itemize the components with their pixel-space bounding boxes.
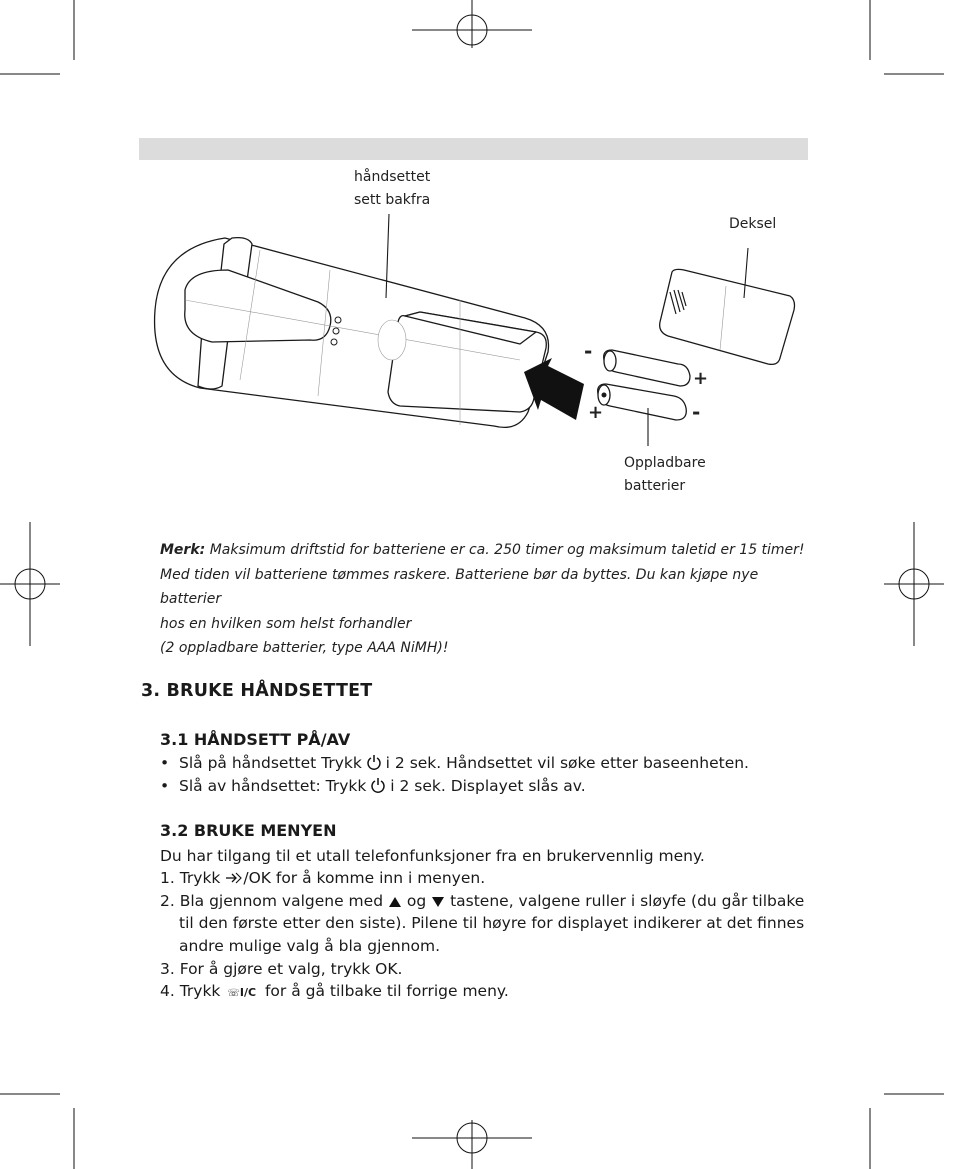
label-batteries: Oppladbare batterier bbox=[624, 455, 706, 494]
label-handset: håndsettet sett bakfra bbox=[354, 169, 431, 208]
subsection-title-3-1: 3.1 HÅNDSETT PÅ/AV bbox=[160, 730, 351, 749]
menu-step-3: 3. For å gjøre et valg, trykk OK. bbox=[160, 960, 403, 978]
note-prefix: Merk: bbox=[160, 542, 206, 558]
menu-intro: Du har tilgang til et utall telefonfunksjoner fra en brukervennlig meny. bbox=[160, 847, 705, 865]
bullet-power-on: • Slå på håndsettet Trykk i 2 sek. Håndsettet vil søke etter baseenheten. bbox=[160, 754, 749, 772]
section-title: 3. BRUKE HÅNDSETTET bbox=[141, 681, 373, 701]
note-block: Merk: Maksimum driftstid for batteriene er ca. 250 timer og maksimum taletid er 15 timer! Med tiden vil batteriene tømmes raskere. Batteriene bør da byttes. Du kan kjøpe nye batterier hos en hvilken som helst forhandler (2 oppladbare batterier, type AAA NiMH)! bbox=[160, 542, 805, 656]
menu-step-2-cont-2: andre mulige valg å bla gjennom. bbox=[179, 937, 441, 955]
battery-1 bbox=[604, 350, 690, 386]
label-cover: Deksel bbox=[729, 216, 777, 232]
ic-key-icon: ☏I/C bbox=[227, 986, 257, 999]
bullet-power-off: • Slå av håndsettet: Trykk i 2 sek. Displayet slås av. bbox=[160, 777, 586, 795]
polarity-minus-2: - bbox=[692, 400, 701, 424]
menu-step-1: 1. Trykk /OK for å komme inn i menyen. bbox=[160, 869, 486, 887]
down-arrow-icon bbox=[431, 896, 445, 908]
menu-key-icon bbox=[225, 871, 243, 885]
polarity-plus-2: + bbox=[588, 402, 604, 423]
cover bbox=[660, 269, 795, 364]
up-arrow-icon bbox=[388, 896, 402, 908]
menu-step-4: 4. Trykk ☏I/C for å gå tilbake til forrige meny. bbox=[160, 982, 509, 1000]
polarity-minus-1: - bbox=[584, 339, 593, 363]
polarity-plus-1: + bbox=[693, 368, 709, 389]
menu-step-2-cont-1: til den første etter den siste). Pilene til høyre for displayet indikerer at det finnes bbox=[179, 914, 805, 932]
menu-step-2: 2. Bla gjennom valgene med og tastene, valgene ruller i sløyfe (du går tilbake bbox=[160, 892, 805, 910]
power-icon bbox=[367, 754, 381, 770]
subsection-title-3-2: 3.2 BRUKE MENYEN bbox=[160, 821, 337, 840]
power-icon bbox=[371, 777, 385, 793]
battery-diagram bbox=[0, 0, 954, 520]
battery-2 bbox=[598, 384, 687, 420]
